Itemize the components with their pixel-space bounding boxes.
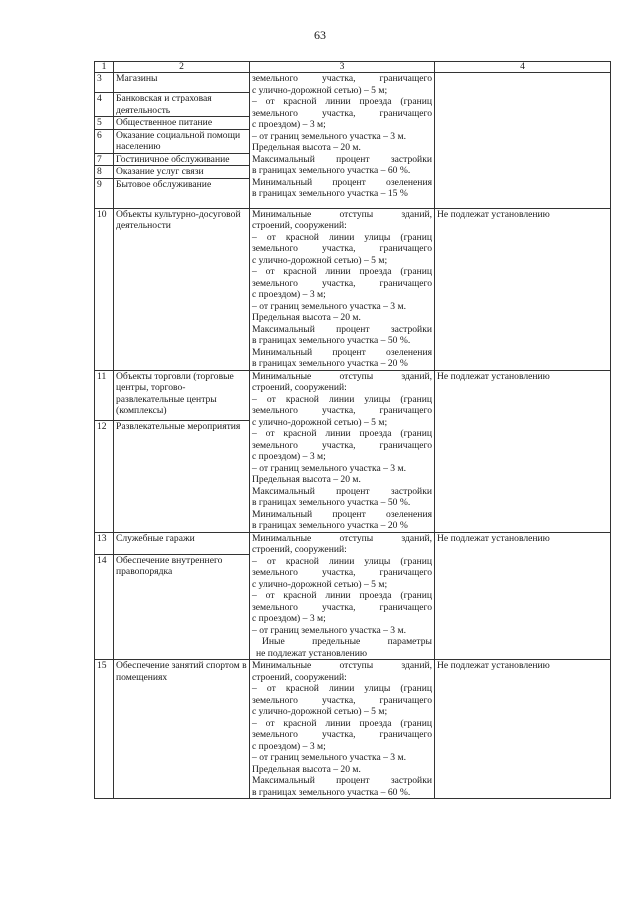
param-line: с проездом) – 3 м; <box>252 740 326 752</box>
row-name: Обеспечение внутреннего правопорядка <box>114 554 250 660</box>
param-line: – от красной линии проезда (границ <box>252 717 432 729</box>
parameters-cell <box>250 660 435 799</box>
param-line: Минимальные отступы зданий, <box>252 660 432 671</box>
param-line: в границах земельного участка – 50 %. <box>252 497 411 508</box>
row-number: 8 <box>95 166 114 179</box>
param-line: – от границ земельного участка – 3 м. <box>252 752 406 763</box>
row-number: 3 <box>95 73 114 93</box>
param-line: – от красной линии улицы (границ <box>252 393 432 405</box>
table-row <box>95 208 611 370</box>
row-number: 12 <box>95 420 114 532</box>
row-number: 10 <box>95 208 114 370</box>
param-line: с улично-дорожной сетью) – 5 м; <box>252 578 388 590</box>
param-line: с улично-дорожной сетью) – 5 м; <box>252 84 388 96</box>
param-line: в границах земельного участка – 50 %. <box>252 335 411 346</box>
param-line: Максимальный процент застройки <box>252 775 432 786</box>
param-line: в границах земельного участка – 20 % <box>252 520 408 531</box>
row-name: Обеспечение занятий спортом в помещениях <box>114 660 250 799</box>
header-col-3: 3 <box>250 62 435 73</box>
param-line: с проездом) – 3 м; <box>252 451 326 462</box>
table-row <box>95 73 611 93</box>
param-line: – от красной линии проезда (границ <box>252 96 432 107</box>
param-line: – от красной линии улицы (границ <box>252 683 432 694</box>
regulations-table <box>94 61 611 799</box>
param-line: не подлежат установлению <box>256 647 368 659</box>
param-line: – от границ земельного участка – 3 м. <box>252 462 406 474</box>
parameters-cell <box>250 532 435 660</box>
param-line: с улично-дорожной сетью) – 5 м; <box>252 416 388 428</box>
row-name: Развлекательные мероприятия <box>114 420 250 532</box>
row-name: Служебные гаражи <box>114 532 250 554</box>
param-line: – от красной линии проезда (границ <box>252 428 432 439</box>
row-number: 9 <box>95 178 114 208</box>
param-line: земельного участка, граничащего <box>252 694 432 706</box>
row-number: 6 <box>95 129 114 153</box>
header-col-4: 4 <box>435 62 611 73</box>
param-line: Минимальные отступы зданий, <box>252 370 432 382</box>
param-line: Минимальный процент озеленения <box>252 508 432 520</box>
parameters-cell <box>250 208 435 370</box>
param-line: с проездом) – 3 м; <box>252 119 326 130</box>
param-line: с улично-дорожной сетью) – 5 м; <box>252 706 388 717</box>
row-number: 14 <box>95 554 114 660</box>
param-line: – от границ земельного участка – 3 м. <box>252 624 406 636</box>
param-line: земельного участка, граничащего <box>252 567 432 578</box>
param-line: в границах земельного участка – 15 % <box>252 188 408 199</box>
param-line: с улично-дорожной сетью) – 5 м; <box>252 254 388 266</box>
param-line: Минимальный процент озеленения <box>252 346 432 358</box>
header-col-2: 2 <box>114 62 250 73</box>
row-number: 7 <box>95 153 114 166</box>
param-line: в границах земельного участка – 60 %. <box>252 786 411 798</box>
param-line: Максимальный процент застройки <box>252 485 432 497</box>
row-number: 15 <box>95 660 114 799</box>
row-name: Гостиничное обслуживание <box>114 153 250 166</box>
param-line: в границах земельного участка – 20 % <box>252 358 408 369</box>
param-line: Предельная высота – 20 м. <box>252 474 361 485</box>
param-line: земельного участка, граничащего <box>252 439 432 451</box>
param-line: строений, сооружений: <box>252 671 347 683</box>
header-col-1: 1 <box>95 62 114 73</box>
row-name: Бытовое обслуживание <box>114 178 250 208</box>
param-line: Предельная высота – 20 м. <box>252 142 361 153</box>
param-line: Предельная высота – 20 м. <box>252 312 361 323</box>
param-line: – от красной линии улицы (границ <box>252 555 432 567</box>
param-line: Минимальные отступы зданий, <box>252 208 432 220</box>
col4-cell <box>435 73 611 209</box>
parameters-cell <box>250 370 435 532</box>
table-row <box>95 532 611 554</box>
row-number: 13 <box>95 532 114 554</box>
param-line: Минимальные отступы зданий, <box>252 532 432 544</box>
param-line: – от красной линии проезда (границ <box>252 590 432 601</box>
param-line: – от красной линии улицы (границ <box>252 231 432 243</box>
row-name: Общественное питание <box>114 117 250 130</box>
parameters-cell <box>250 73 435 209</box>
param-line: строений, сооружений: <box>252 220 347 231</box>
param-line: Минимальный процент озеленения <box>252 176 432 188</box>
param-line: – от границ земельного участка – 3 м. <box>252 130 406 142</box>
param-line: земельного участка, граничащего <box>252 601 432 613</box>
row-name: Магазины <box>114 73 250 93</box>
row-number: 11 <box>95 370 114 420</box>
param-line: с проездом) – 3 м; <box>252 613 326 624</box>
row-name: Оказание социальной помощи населению <box>114 129 250 153</box>
param-line: строений, сооружений: <box>252 544 347 555</box>
param-line: – от красной линии проезда (границ <box>252 266 432 277</box>
row-number: 4 <box>95 93 114 117</box>
param-line: земельного участка, граничащего <box>252 405 432 416</box>
page-number: 63 <box>314 28 326 42</box>
col4-value: Не подлежат установлению <box>435 370 611 532</box>
row-number: 5 <box>95 117 114 130</box>
param-line: земельного участка, граничащего <box>252 243 432 254</box>
param-line: земельного участка, граничащего <box>252 107 432 119</box>
row-name: Оказание услуг связи <box>114 166 250 179</box>
col4-value: Не подлежат установлению <box>435 208 611 370</box>
param-line: земельного участка, граничащего <box>252 277 432 289</box>
row-name: Объекты культурно-досуговой деятельности <box>114 208 250 370</box>
param-line: с проездом) – 3 м; <box>252 289 326 300</box>
row-name: Банковская и страховая деятельность <box>114 93 250 117</box>
param-line: в границах земельного участка – 60 %. <box>252 165 411 176</box>
col4-value: Не подлежат установлению <box>435 660 611 799</box>
param-line: строений, сооружений: <box>252 382 347 393</box>
col4-value: Не подлежат установлению <box>435 532 611 660</box>
param-line: Предельная высота – 20 м. <box>252 763 361 775</box>
param-line: Максимальный процент застройки <box>252 323 432 335</box>
table-header-row <box>95 62 611 73</box>
param-line: Иные предельные параметры <box>262 636 432 647</box>
table-row <box>95 370 611 420</box>
param-line: земельного участка, граничащего <box>252 73 432 84</box>
param-line: Максимальный процент застройки <box>252 153 432 165</box>
table-row <box>95 660 611 799</box>
param-line: – от границ земельного участка – 3 м. <box>252 300 406 312</box>
param-line: земельного участка, граничащего <box>252 729 432 740</box>
row-name: Объекты торговли (торговые центры, торгово-развлекательные центры (комплексы) <box>114 370 250 420</box>
